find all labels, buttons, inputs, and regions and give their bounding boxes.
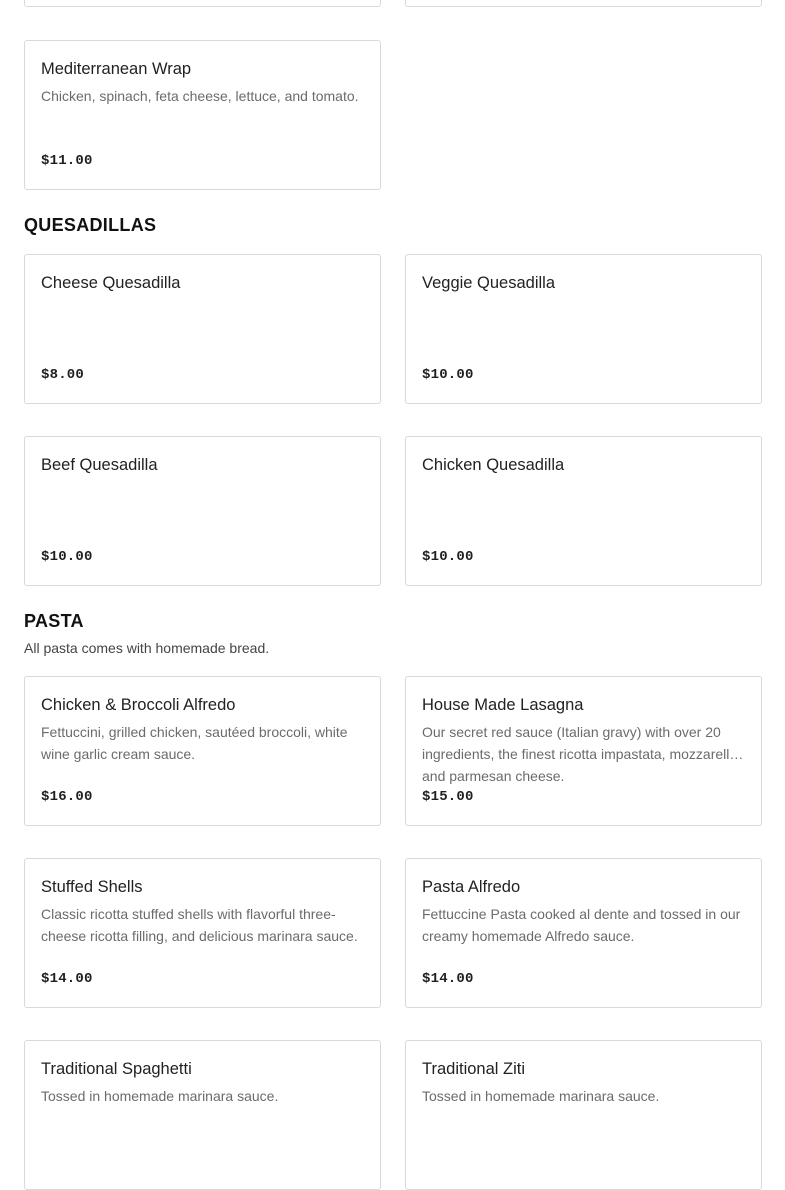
menu-item-name: Pasta Alfredo xyxy=(422,878,521,896)
menu-item-price: $14.00 xyxy=(422,971,474,987)
menu-item-name: Traditional Spaghetti xyxy=(41,1060,192,1078)
menu-item-name: Cheese Quesadilla xyxy=(41,274,181,292)
menu-item-price: $10.00 xyxy=(422,367,474,383)
menu-item-card[interactable] xyxy=(405,436,762,586)
menu-item-card[interactable] xyxy=(24,1040,381,1190)
menu-item-card[interactable] xyxy=(24,676,381,826)
menu-item-name: House Made Lasagna xyxy=(422,696,584,714)
menu-item-card[interactable] xyxy=(24,436,381,586)
menu-item-price: $16.00 xyxy=(41,789,93,805)
menu-item-price: $8.00 xyxy=(41,367,85,383)
menu-item-description: Our secret red sauce (Italian gravy) with over 20 ingredients, the finest ricotta impastata, mozzarella and parmesan cheese. xyxy=(422,724,738,784)
menu-item-card[interactable] xyxy=(405,254,762,404)
menu-item-card[interactable] xyxy=(405,1040,762,1190)
menu-item-description: Chicken, spinach, feta cheese, lettuce, and tomato. xyxy=(41,88,359,104)
menu-item-description: Tossed in homemade marinara sauce. xyxy=(422,1088,660,1104)
menu-item-card[interactable] xyxy=(24,858,381,1008)
section-title-pasta: PASTA xyxy=(24,611,84,631)
section-title-quesadillas: QUESADILLAS xyxy=(24,215,157,235)
menu-item-card[interactable] xyxy=(405,676,762,826)
menu-item-price: $15.00 xyxy=(422,789,474,805)
menu-item-name: Stuffed Shells xyxy=(41,878,143,896)
menu-item-card-partial[interactable] xyxy=(405,0,762,7)
menu-item-price: $10.00 xyxy=(422,549,474,565)
menu-item-price: $10.00 xyxy=(41,549,93,565)
menu-item-description: Fettuccine Pasta cooked al dente and tossed in our creamy homemade Alfredo sauce. xyxy=(422,906,741,944)
menu-item-description: Classic ricotta stuffed shells with flavorful three-cheese ricotta filling, and delicious marinara sauce. xyxy=(41,906,358,944)
menu-item-name: Mediterranean Wrap xyxy=(41,60,192,78)
menu-item-name: Beef Quesadilla xyxy=(41,456,158,474)
menu-item-price: $14.00 xyxy=(41,971,93,987)
menu-item-card[interactable] xyxy=(24,254,381,404)
menu-item-description: Fettuccini, grilled chicken, sautéed broccoli, white wine garlic cream sauce. xyxy=(41,724,348,762)
menu-item-name: Chicken Quesadilla xyxy=(422,456,565,474)
section-note-pasta: All pasta comes with homemade bread. xyxy=(24,640,270,656)
menu-item-card[interactable] xyxy=(24,40,381,190)
menu-item-card[interactable] xyxy=(405,858,762,1008)
menu-item-card-partial[interactable] xyxy=(24,0,381,7)
menu-item-name: Traditional Ziti xyxy=(422,1060,526,1078)
menu-item-price: $11.00 xyxy=(41,153,93,169)
menu-item-name: Veggie Quesadilla xyxy=(422,274,556,292)
menu-item-description: Tossed in homemade marinara sauce. xyxy=(41,1088,279,1104)
menu-item-name: Chicken & Broccoli Alfredo xyxy=(41,696,236,714)
